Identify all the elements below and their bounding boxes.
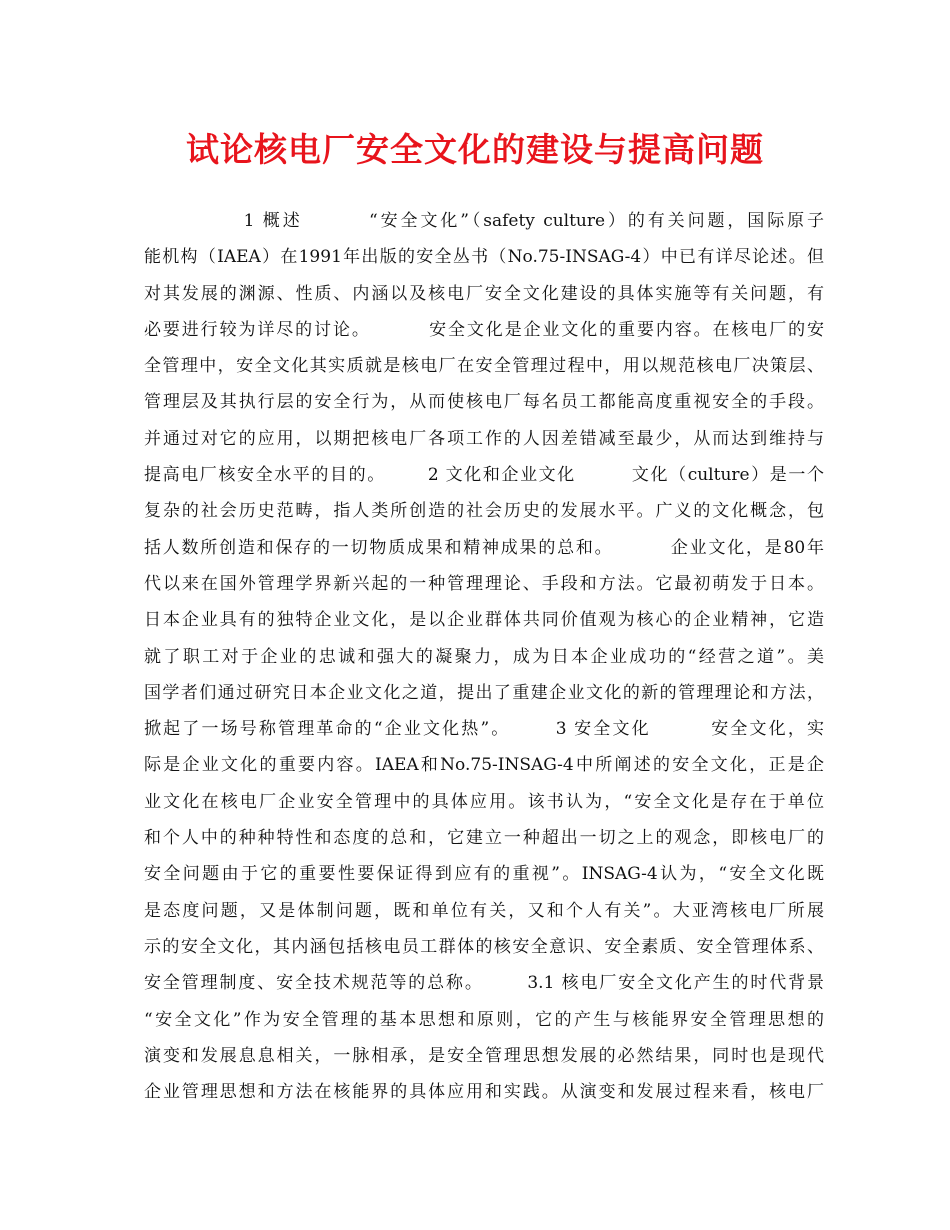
body-line: 企业管理思想和方法在核能界的具体应用和实践。从演变和发展过程来看，核电厂 [144,1082,824,1103]
body-line: 并通过对它的应用，以期把核电厂各项工作的人因差错减至最少，从而达到维持与 [144,428,824,449]
body-line: 能机构（IAEA）在1991年出版的安全丛书（No.75-INSAG-4）中已有详尽论述。但 [144,247,824,268]
body-line: 提高电厂核安全水平的目的。 2 文化和企业文化 文化（culture）是一个 [144,465,824,486]
body-line: 复杂的社会历史范畴，指人类所创造的社会历史的发展水平。广义的文化概念，包 [144,501,824,522]
body-line: 1 概述 “安全文化”（safety culture）的有关问题，国际原子 [144,211,824,231]
body-line: 括人数所创造和保存的一切物质成果和精神成果的总和。 企业文化，是80年 [144,537,824,558]
body-line: 际是企业文化的重要内容。IAEA和No.75-INSAG-4中所阐述的安全文化，正是企 [144,755,824,776]
body-line: 管理层及其执行层的安全行为，从而使核电厂每名员工都能高度重视安全的手段。 [144,392,824,413]
body-line: 示的安全文化，其内涵包括核电员工群体的核安全意识、安全素质、安全管理体系、 [144,936,824,957]
body-line: 业文化在核电厂企业安全管理中的具体应用。该书认为，“安全文化是存在于单位 [144,791,824,812]
body-line: 日本企业具有的独特企业文化，是以企业群体共同价值观为核心的企业精神，它造 [144,610,824,631]
body-line: 是态度问题，又是体制问题，既和单位有关，又和个人有关”。大亚湾核电厂所展 [144,900,824,921]
body-line: 就了职工对于企业的忠诚和强大的凝聚力，成为日本企业成功的“经营之道”。美 [144,646,824,667]
body-line: 安全管理制度、安全技术规范等的总称。 3.1 核电厂安全文化产生的时代背景 [144,973,824,994]
body-line: 对其发展的渊源、性质、内涵以及核电厂安全文化建设的具体实施等有关问题，有 [144,283,824,304]
body-line: 国学者们通过研究日本企业文化之道，提出了重建企业文化的新的管理理论和方法， [144,682,824,703]
body-line: 掀起了一场号称管理革命的“企业文化热”。 3 安全文化 安全文化，实 [144,719,824,740]
body-line: 安全问题由于它的重要性要保证得到应有的重视”。INSAG-4认为，“安全文化既 [144,864,824,885]
body-line: 必要进行较为详尽的讨论。 安全文化是企业文化的重要内容。在核电厂的安 [144,319,824,340]
body-line: 代以来在国外管理学界新兴起的一种管理理论、手段和方法。它最初萌发于日本。 [144,573,824,594]
body-line: “安全文化”作为安全管理的基本思想和原则，它的产生与核能界安全管理思想的 [144,1009,824,1030]
body-line: 演变和发展息息相关，一脉相承，是安全管理思想发展的必然结果，同时也是现代 [144,1045,824,1066]
document-body [144,203,824,1110]
body-line: 全管理中，安全文化其实质就是核电厂在安全管理过程中，用以规范核电厂决策层、 [144,356,824,377]
body-line: 和个人中的种种特性和态度的总和，它建立一种超出一切之上的观念，即核电厂的 [144,828,824,849]
document-title: 试论核电厂安全文化的建设与提高问题 [186,130,764,169]
